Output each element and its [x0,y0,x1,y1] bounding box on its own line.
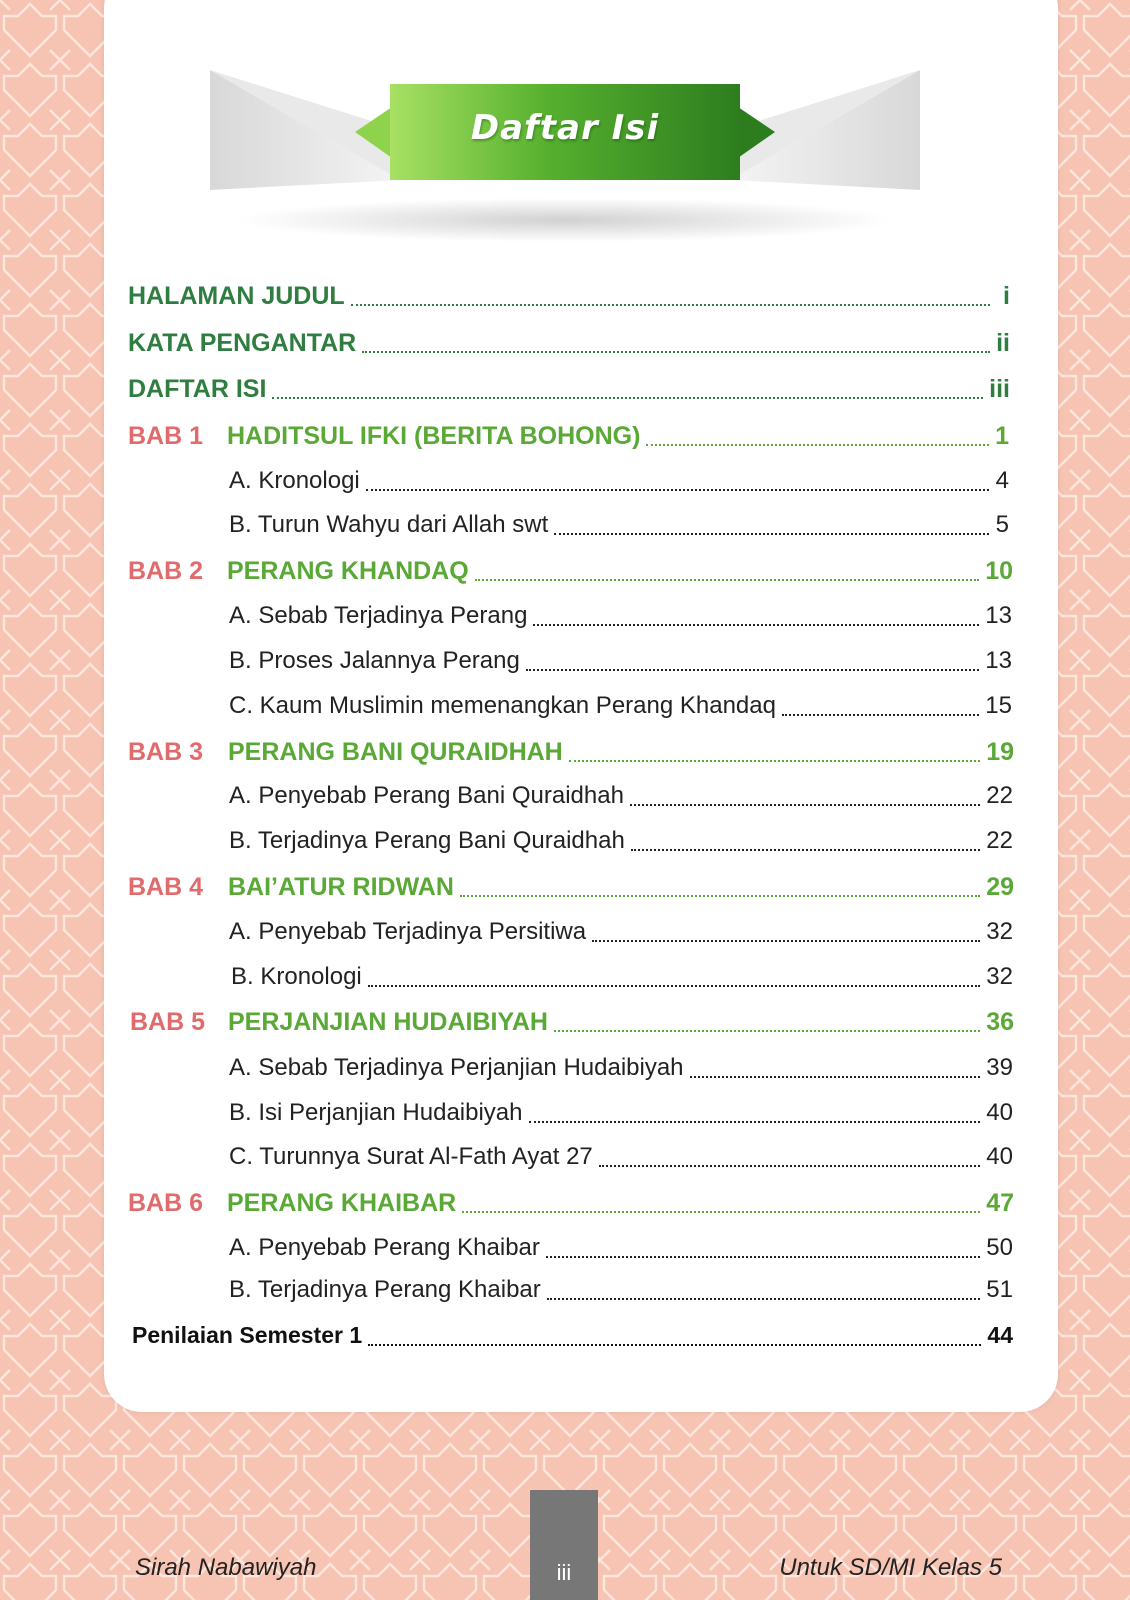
footer-book-title: Sirah Nabawiyah [135,1554,317,1581]
chapter-number: BAB 2 [128,557,204,585]
dot-leader [782,714,979,716]
dot-leader [362,351,990,353]
dot-leader [554,1030,980,1032]
dot-leader [526,669,979,671]
page-title: Daftar Isi [470,108,660,148]
toc-item[interactable]: A. Sebab Terjadinya Perang 13 [229,602,1012,629]
chapter-number: BAB 4 [128,873,204,901]
toc-chapter-5[interactable]: PERJANJIAN HUDAIBIYAH 36 [228,1008,1014,1036]
chapter-number: BAB 5 [130,1008,206,1036]
dot-leader [368,985,981,987]
dot-leader [547,1298,981,1300]
dot-leader [690,1076,981,1078]
toc-entry-daftar-isi[interactable]: DAFTAR ISI iii [128,375,1010,403]
toc-item[interactable]: C. Turunnya Surat Al-Fath Ayat 27 40 [229,1143,1013,1170]
dot-leader [599,1165,981,1167]
toc-item[interactable]: A. Penyebab Terjadinya Persitiwa 32 [229,918,1013,945]
toc-chapter-1[interactable]: HADITSUL IFKI (BERITA BOHONG) 1 [227,422,1009,450]
toc-item[interactable]: A. Kronologi 4 [229,467,1009,494]
toc-chapter-2[interactable]: PERANG KHANDAQ 10 [227,557,1013,585]
dot-leader [554,533,989,535]
page-number: iii [556,1560,572,1585]
dot-leader [631,849,980,851]
chapter-number: BAB 6 [128,1189,204,1217]
toc-entry-halaman-judul[interactable]: HALAMAN JUDUL i [128,282,1010,310]
toc-item[interactable]: B. Proses Jalannya Perang 13 [229,647,1012,674]
dot-leader [460,895,980,897]
dot-leader [569,760,980,762]
toc-chapter-6[interactable]: PERANG KHAIBAR 47 [227,1189,1014,1217]
dot-leader [462,1211,980,1213]
dot-leader [546,1256,980,1258]
toc-chapter-4[interactable]: BAI’ATUR RIDWAN 29 [228,873,1014,901]
toc-item[interactable]: B. Kronologi 32 [231,963,1013,990]
toc-entry-kata-pengantar[interactable]: KATA PENGANTAR ii [128,329,1010,357]
toc-chapter-3[interactable]: PERANG BANI QURAIDHAH 19 [228,738,1014,766]
dot-leader [368,1344,981,1346]
dot-leader [351,304,990,306]
dot-leader [592,940,980,942]
dot-leader [529,1121,981,1123]
toc-item[interactable]: C. Kaum Muslimin memenangkan Perang Khandaq 15 [229,692,1012,719]
toc-item[interactable]: B. Terjadinya Perang Bani Quraidhah 22 [229,827,1013,854]
chapter-number: BAB 1 [128,422,204,450]
dot-leader [646,444,989,446]
toc-item[interactable]: A. Sebab Terjadinya Perjanjian Hudaibiyah 39 [229,1054,1013,1081]
toc-item[interactable]: A. Penyebab Perang Bani Quraidhah 22 [229,782,1013,809]
chapter-number: BAB 3 [128,738,204,766]
page-number-box [530,1490,598,1600]
toc-item[interactable]: A. Penyebab Perang Khaibar 50 [229,1234,1013,1261]
toc-item[interactable]: B. Terjadinya Perang Khaibar 51 [229,1276,1013,1303]
toc-item[interactable]: B. Turun Wahyu dari Allah swt 5 [229,511,1009,538]
dot-leader [533,624,979,626]
toc-entry-penilaian[interactable]: Penilaian Semester 1 44 [132,1322,1013,1348]
dot-leader [272,397,983,399]
dot-leader [366,489,989,491]
toc-item[interactable]: B. Isi Perjanjian Hudaibiyah 40 [229,1099,1013,1126]
footer-class-label: Untuk SD/MI Kelas 5 [779,1554,1002,1581]
dot-leader [475,579,980,581]
dot-leader [630,804,980,806]
